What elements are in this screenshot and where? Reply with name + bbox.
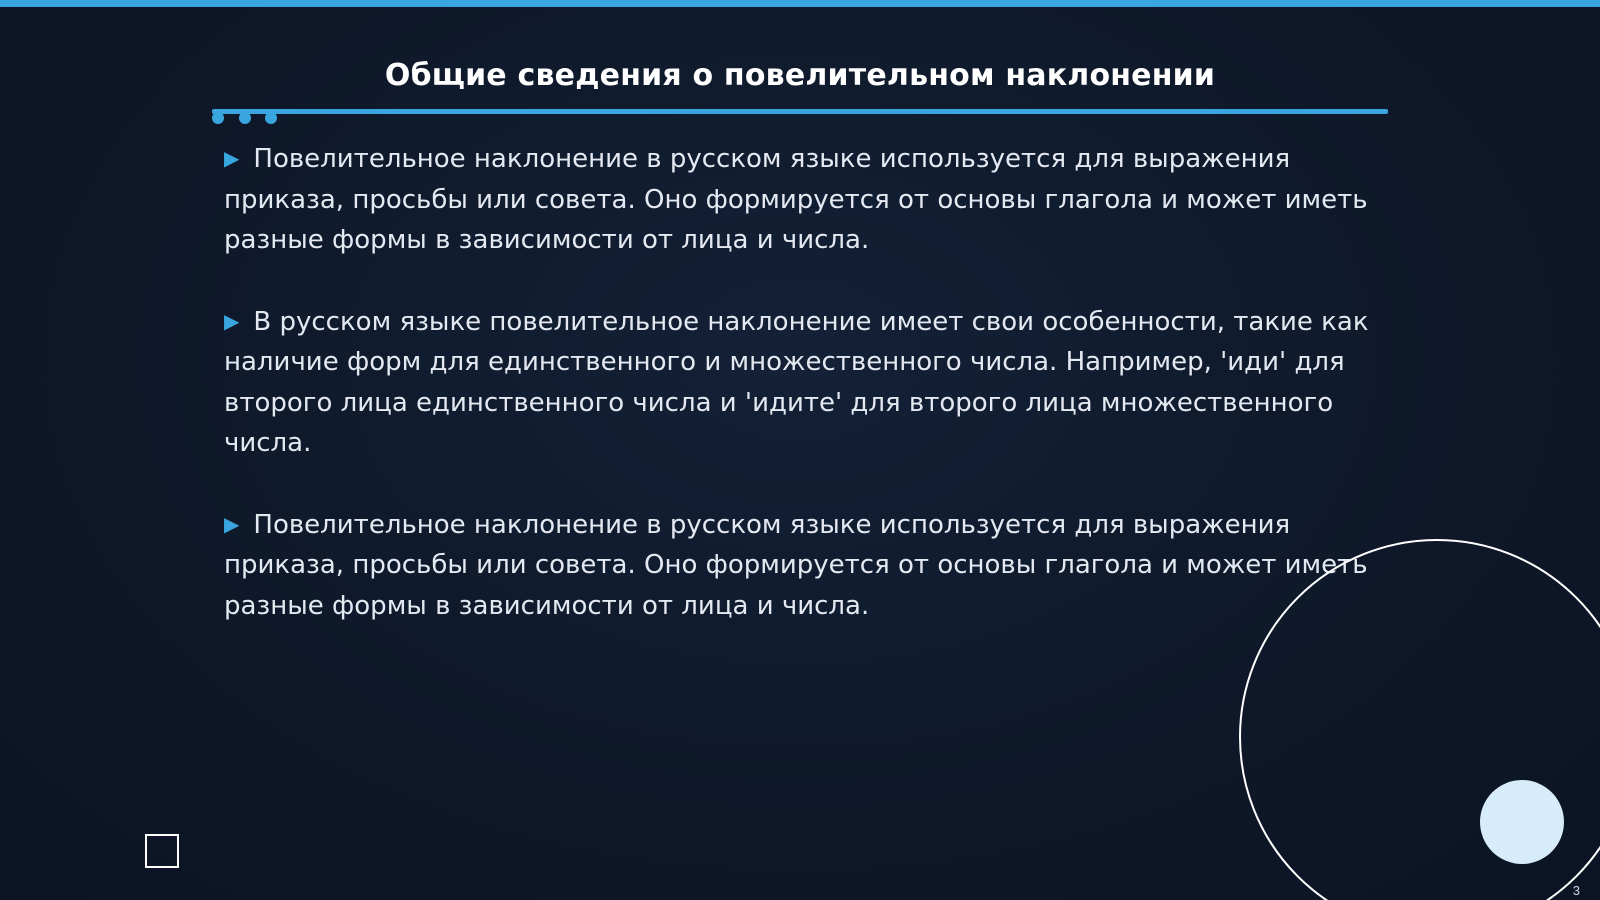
bullet-item [224,504,1384,627]
bullet-text: В русском языке повелительное наклонение имеет свои особенности, такие как наличие форм для единственного и множественного числа. Например, 'иди' для второго лица единственного числа и 'идите' для второго лица множественного числа. [224,306,1369,458]
bullet-text: Повелительное наклонение в русском языке используется для выражения приказа, просьбы или совета. Оно формируется от основы глагола и может иметь разные формы в зависимости от лица и числа. [224,509,1368,621]
decorative-filled-circle [1480,780,1564,864]
bullet-item [224,301,1384,464]
top-accent-bar [0,0,1600,7]
decorative-dot [212,112,224,124]
bullet-arrow-icon: ▶ [224,146,240,170]
title-underline [212,109,1388,114]
bullet-arrow-icon: ▶ [224,511,240,536]
bullet-item [224,138,1384,261]
slide-title: Общие сведения о повелительном наклонении [384,58,1216,93]
decorative-dot [265,112,277,124]
bullet-list [224,138,1384,666]
bullet-arrow-icon: ▶ [224,308,240,333]
decorative-square [145,834,179,868]
bullet-text: Повелительное наклонение в русском языке используется для выражения приказа, просьбы или совета. Оно формируется от основы глагола и может иметь разные формы в зависимости от лица и числа. [224,144,1368,255]
decorative-dot [239,112,251,124]
page-number: 3 [1572,883,1580,898]
